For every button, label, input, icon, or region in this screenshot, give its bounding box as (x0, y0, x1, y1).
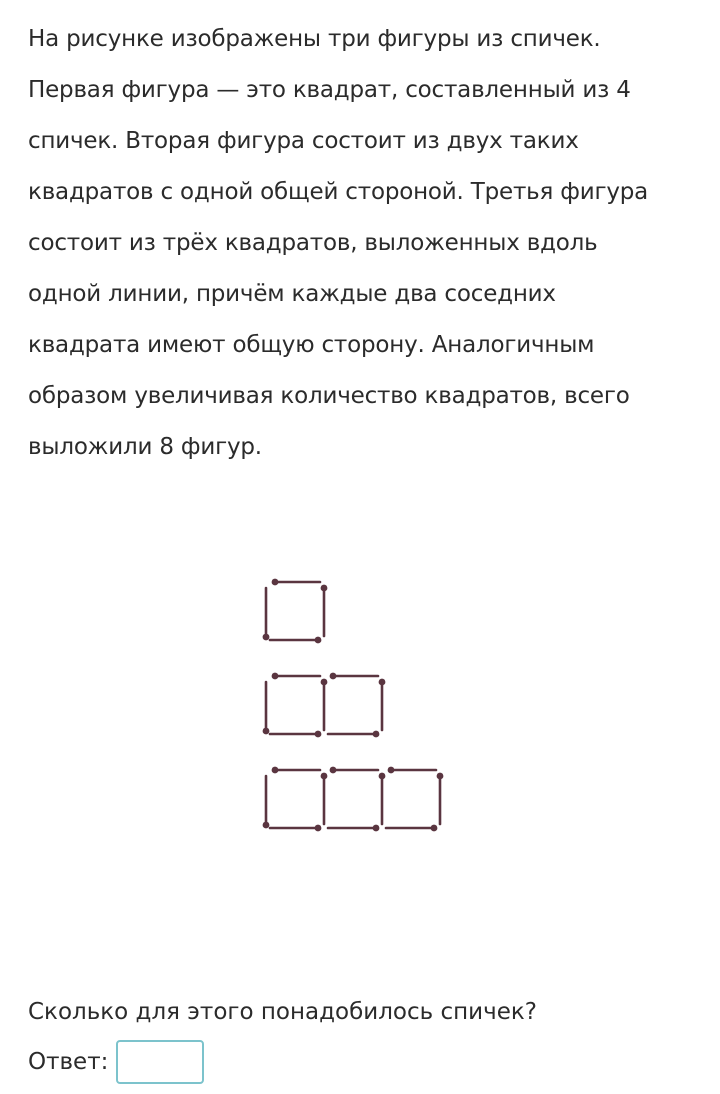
match-horizontal (272, 767, 320, 774)
problem-line: Первая фигура — это квадрат, составленный из 4 (28, 77, 631, 103)
problem-line: квадратов с одной общей стороной. Третья фигура (28, 179, 649, 205)
question-text: Сколько для этого понадобилось спичек? (28, 999, 537, 1025)
problem-line: состоит из трёх квадратов, выложенных вдоль (28, 230, 598, 256)
answer-row (28, 1040, 204, 1084)
answer-input[interactable] (116, 1040, 204, 1084)
problem-line: одной линии, причём каждые два соседних (28, 281, 556, 307)
match-vertical (263, 776, 270, 828)
match-horizontal (270, 731, 321, 738)
problem-text (28, 14, 698, 473)
match-vertical (263, 682, 270, 734)
answer-label: Ответ: (28, 1049, 109, 1075)
match-vertical (321, 773, 328, 824)
match-vertical (321, 585, 328, 636)
match-vertical (321, 679, 328, 730)
match-horizontal (386, 825, 437, 832)
matchstick-figures (250, 568, 470, 843)
match-horizontal (272, 673, 320, 680)
match-horizontal (388, 767, 436, 774)
match-horizontal (270, 825, 321, 832)
problem-line: На рисунке изображены три фигуры из спичек. (28, 26, 601, 52)
match-vertical (263, 588, 270, 640)
problem-line: образом увеличивая количество квадратов, всего (28, 383, 630, 409)
problem-line: квадрата имеют общую сторону. Аналогичным (28, 332, 595, 358)
match-horizontal (328, 825, 379, 832)
match-horizontal (272, 579, 320, 586)
match-vertical (379, 773, 386, 824)
match-vertical (379, 679, 386, 730)
match-horizontal (330, 673, 378, 680)
match-vertical (437, 773, 444, 824)
problem-line: спичек. Вторая фигура состоит из двух таких (28, 128, 579, 154)
match-horizontal (328, 731, 379, 738)
match-horizontal (270, 637, 321, 644)
problem-line: выложили 8 фигур. (28, 434, 262, 460)
match-horizontal (330, 767, 378, 774)
